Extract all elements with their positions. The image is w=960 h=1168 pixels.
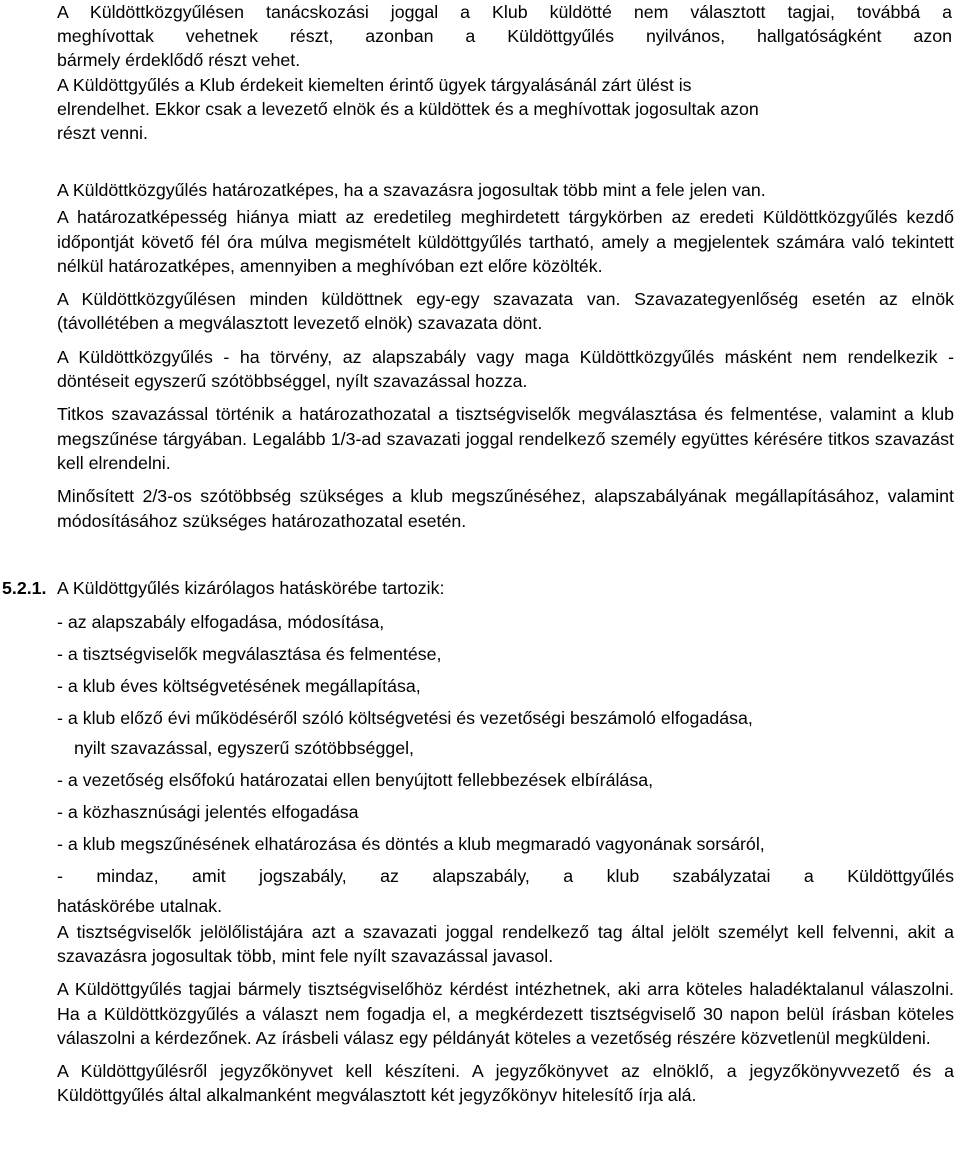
list-item: - a klub előző évi működéséről szóló költségvetési és vezetőségi beszámoló elfogadása, [57, 708, 753, 728]
questions-paragraph: A Küldöttgyűlés tagjai bármely tisztségviselőhöz kérdést intézhetnek, aki arra köteles haladéktalanul válaszolni. Ha a Küldöttközgyűlés a választ nem fogadja el, a megkérdezett tisztségviselő 30 napon belül írásban köteles válaszolni a kérdezőnek. Az írásbeli válasz egy példányát köteles a vezetőség részére közvetlenül megküldeni. [57, 979, 954, 1048]
list-item: - a tisztségviselők megválasztása és felmentése, [57, 644, 442, 664]
quorum-paragraph: A Küldöttközgyűlés határozatképes, ha a szavazásra jogosultak több mint a fele jelen van. [57, 180, 766, 200]
minutes-paragraph: A Küldöttgyűlésről jegyzőkönyvet kell készíteni. A jegyzőkönyvet az elnöklő, a jegyzőkönyvvezető és a Küldöttgyűlés által alkalmanként megválasztott két jegyzőkönyv hitelesítő írja alá. [57, 1061, 954, 1106]
text-line: A Küldöttközgyűlésen tanácskozási joggal a Klub küldötté nem választott tagjai, továbbá a [57, 2, 952, 22]
list-item: - a közhasznúsági jelentés elfogadása [57, 802, 359, 822]
qualified-majority-paragraph: Minősített 2/3-os szótöbbség szükséges a klub megszűnéséhez, alapszabályának megállapításához, valamint módosításához szükséges határozathozatal esetén. [57, 486, 954, 531]
section-number: 5.2.1. [2, 578, 47, 598]
list-item-continuation: nyilt szavazással, egyszerű szótöbbséggel, [74, 738, 414, 758]
votes-paragraph: A Küldöttközgyűlésen minden küldöttnek egy-egy szavazata van. Szavazategyenlőség esetén az elnök (távollétében a megválasztott levezető elnök) szavazata dönt. [57, 289, 954, 334]
rules-body [57, 178, 954, 533]
intro-paragraph [57, 0, 952, 145]
list-item: - a vezetőség elsőfokú határozatai ellen benyújtott fellebbezések elbírálása, [57, 770, 654, 790]
list-item-continuation: hatáskörébe utalnak. [57, 896, 223, 916]
secret-ballot-paragraph: Titkos szavazással történik a határozathozatal a tisztségviselők megválasztása és felmentése, valamint a klub megszűnése tárgyában. Legalább 1/3-ad szavazati joggal rendelkező személy együttes kérésére titkos szavazást kell elrendelni. [57, 404, 954, 473]
text-line: részt venni. [57, 123, 148, 144]
competence-list [57, 610, 954, 918]
section-title: A Küldöttgyűlés kizárólagos hatáskörébe tartozik: [57, 578, 445, 598]
text-line: meghívottak vehetnek részt, azonban a Küldöttgyűlés nyilvános, hallgatóságként azon [57, 26, 952, 47]
closing-rules [57, 920, 954, 1116]
text-line: elrendelhet. Ekkor csak a levezető elnök és a küldöttek és a meghívottak jogosultak azon [57, 98, 759, 119]
text-line: bármely érdeklődő részt vehet. [57, 50, 301, 71]
repeat-meeting-paragraph: A határozatképesség hiánya miatt az eredetileg meghirdetett tárgykörben az eredeti Küldöttközgyűlés kezdő időpontját követő fél óra múlva megismételt küldöttgyűlés tartható, amely a megjelentek számára való tekintett nélkül határozatképes, amennyiben a meghívóban ezt előre közölték. [57, 207, 954, 276]
list-item: - mindaz, amit jogszabály, az alapszabály, a klub szabályzatai a Küldöttgyűlés [57, 866, 954, 886]
nominees-paragraph: A tisztségviselők jelölőlistájára azt a szavazati joggal rendelkező tag által jelölt személyt kell felvenni, akit a szavazásra jogosultak több, mint fele nyílt szavazással javasol. [57, 922, 954, 967]
list-item: - az alapszabály elfogadása, módosítása, [57, 612, 385, 632]
decisions-paragraph: A Küldöttközgyűlés - ha törvény, az alapszabály vagy maga Küldöttközgyűlés másként nem rendelkezik - döntéseit egyszerű szótöbbséggel, nyílt szavazással hozza. [57, 346, 954, 392]
list-item: - a klub éves költségvetésének megállapítása, [57, 676, 421, 696]
list-item: - a klub megszűnésének elhatározása és döntés a klub megmaradó vagyonának sorsáról, [57, 834, 765, 854]
text-line: A Küldöttgyűlés a Klub érdekeit kiemelten érintő ügyek tárgyalásánál zárt ülést is [57, 74, 692, 95]
